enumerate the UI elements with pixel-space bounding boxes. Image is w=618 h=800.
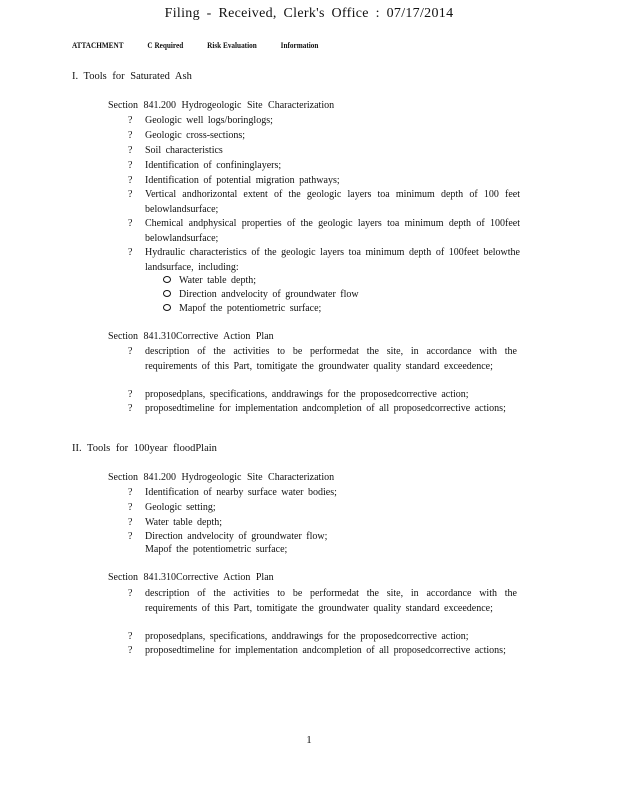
bullet-marker: ? [128,175,133,186]
sub-list-item-text: Direction andvelocity of groundwater flow [179,289,359,300]
list-item-text: Geologic setting; [145,502,216,513]
attachment-label: ATTACHMENT [72,40,124,50]
list-item-text: Geologic well logs/boringlogs; [145,115,273,126]
list-item-text: Identification of nearby surface water bodies; [145,487,337,498]
list-item-text: Geologic cross-sections; [145,130,246,141]
attachment-bar [72,40,340,50]
list-item-text: description of the activities to be performedat the site, in accordance with the requirements of this Part, tomitigate the groundwater quality standard exceedence; [145,346,517,372]
list-item-text: Soil characteristics [145,145,223,156]
bullet-marker: ? [128,531,133,542]
list-item-text: Hydraulic characteristics of the geologic layers toa minimum depth of 100feet belowthe landsurface, including: [145,247,520,273]
bullet-marker: ? [128,631,133,642]
attachment-col-required: C Required [147,40,184,50]
list-item-text: Identification of potential migration pathways; [145,175,340,186]
bullet-marker: ? [128,403,133,414]
subsection-title-hydrogeologic: Section 841.200 Hydrogeologic Site Characterization [108,100,335,111]
section-heading-saturated-ash: I. Tools for Saturated Ash [72,71,192,82]
attachment-col-information: Information [280,40,319,50]
list-item-text: proposedplans, specifications, anddrawings for the proposedcorrective action; [145,389,469,400]
bullet-marker: ? [128,645,133,656]
subsection-title-corrective-action: Section 841.310Corrective Action Plan [108,331,274,342]
list-item-text: Direction andvelocity of groundwater flow; [145,531,328,542]
circle-bullet-icon [163,290,171,297]
page-number: 1 [306,734,312,746]
bullet-marker: ? [128,130,133,141]
section-heading-flood-plain: II. Tools for 100year floodPlain [72,443,217,454]
filing-stamp-header: Filing - Received, Clerk's Office : 07/17/2014 [164,6,454,21]
list-item-continuation: Mapof the potentiometric surface; [145,544,288,555]
list-item-text: Water table depth; [145,517,223,528]
list-item-text: proposedtimeline for implementation andcompletion of all proposedcorrective actions; [145,645,506,656]
bullet-marker: ? [128,247,133,258]
list-item-text: description of the activities to be performedat the site, in accordance with the requirements of this Part, tomitigate the groundwater quality standard exceedence; [145,588,517,614]
bullet-marker: ? [128,487,133,498]
subsection-title-corrective-action: Section 841.310Corrective Action Plan [108,572,274,583]
bullet-marker: ? [128,218,133,229]
bullet-marker: ? [128,588,133,599]
bullet-marker: ? [128,389,133,400]
bullet-marker: ? [128,189,133,200]
list-item-text: Chemical andphysical properties of the geologic layers toa minimum depth of 100feet belowlandsurface; [145,218,520,244]
circle-bullet-icon [163,276,171,283]
subsection-title-hydrogeologic: Section 841.200 Hydrogeologic Site Characterization [108,472,335,483]
sub-list-item [163,275,256,286]
attachment-col-risk-evaluation: Risk Evaluation [207,40,257,50]
bullet-marker: ? [128,346,133,357]
sub-list-item [163,289,359,300]
bullet-marker: ? [128,517,133,528]
bullet-marker: ? [128,115,133,126]
circle-bullet-icon [163,304,171,311]
bullet-marker: ? [128,502,133,513]
list-item-text: Vertical andhorizontal extent of the geologic layers toa minimum depth of 100 feet belowlandsurface; [145,189,520,215]
sub-list-item-text: Mapof the potentiometric surface; [179,303,322,314]
bullet-marker: ? [128,145,133,156]
list-item-text: proposedtimeline for implementation andcompletion of all proposedcorrective actions; [145,403,506,414]
sub-list-item-text: Water table depth; [179,275,257,286]
bullet-marker: ? [128,160,133,171]
list-item-text: Identification of confininglayers; [145,160,282,171]
list-item-text: proposedplans, specifications, anddrawings for the proposedcorrective action; [145,631,469,642]
sub-list-item [163,303,321,314]
